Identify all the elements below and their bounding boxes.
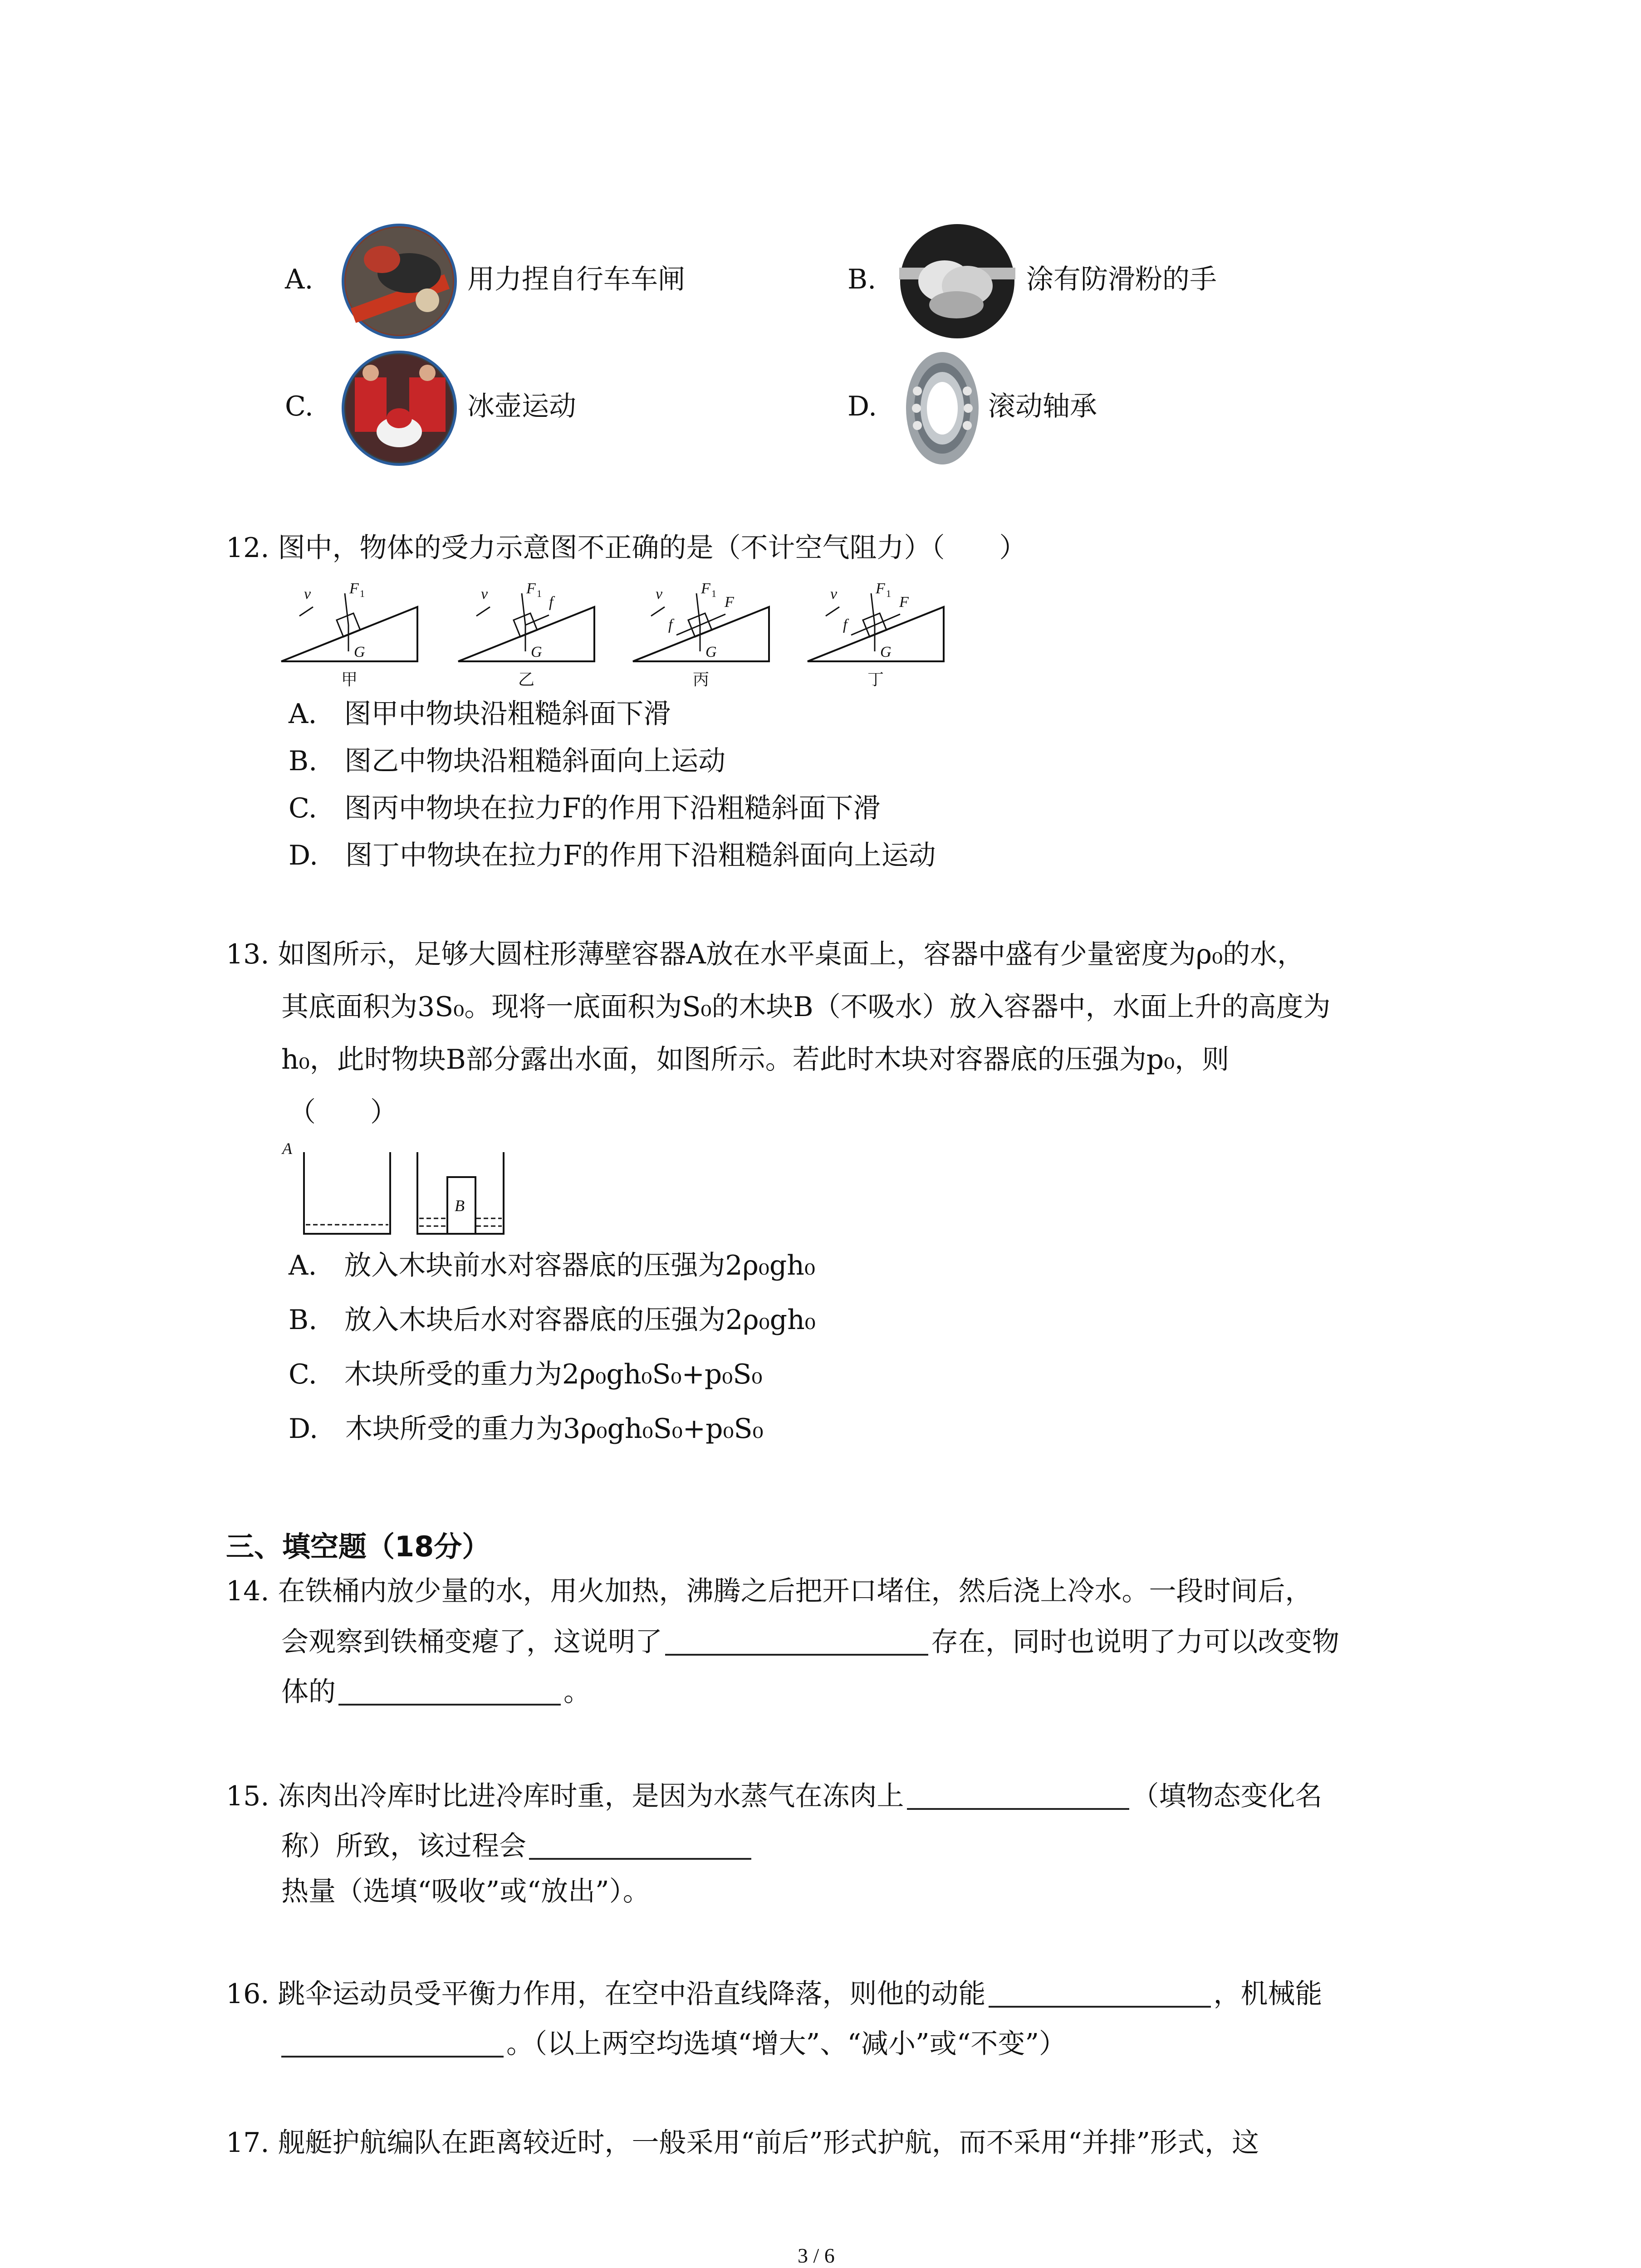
q15-line3: 热量（选填“吸收”或“放出”）。 [281,1876,650,1907]
q13-container-diagram [277,1134,531,1238]
svg-text:G: G [705,644,717,660]
figure-ding [808,580,944,661]
svg-text:1: 1 [886,588,891,599]
q13-option-c: C. 木块所受的重力为2ρ₀gh₀S₀+p₀S₀ [289,1359,763,1390]
q16-blank-1[interactable] [989,1982,1211,2008]
curling-photo-icon [341,350,457,466]
bicycle-brake-photo-icon [341,223,457,339]
q14-blank-1[interactable] [665,1630,928,1656]
figure-jia [281,580,417,661]
svg-text:B: B [455,1197,465,1215]
svg-text:v: v [830,586,838,602]
q15-line2: 称）所致，该过程会 [281,1833,754,1860]
page-number: 3 / 6 [798,2244,835,2267]
ball-bearing-photo-icon [904,350,981,466]
q11-option-a-letter: A. [285,264,314,295]
q12-stem: 12. 图中，物体的受力示意图不正确的是（不计空气阻力）（ ） [226,532,1027,564]
figure-label-bing: 丙 [692,670,710,689]
svg-text:1: 1 [537,588,542,599]
q15-blank-2[interactable] [529,1834,751,1860]
svg-text:F: F [725,594,734,611]
q13-option-d: D. 木块所受的重力为3ρ₀gh₀S₀+p₀S₀ [289,1413,764,1445]
q16-line1: 16. 跳伞运动员受平衡力作用，在空中沿直线降落，则他的动能 ，机械能 [226,1978,1323,2010]
svg-text:G: G [531,644,542,660]
q12-force-diagrams [277,571,966,693]
q15-blank-1[interactable] [907,1784,1129,1810]
svg-text:v: v [304,586,311,602]
q12-option-c: C. 图丙中物块在拉力F的作用下沿粗糙斜面下滑 [289,792,881,824]
figure-label-yi: 乙 [518,670,535,689]
svg-text:F: F [349,580,359,597]
svg-text:F: F [899,594,909,611]
svg-text:f: f [549,594,554,611]
q11-option-d-text: 滚动轴承 [988,391,1097,422]
q14-line2: 会观察到铁桶变瘪了，这说明了 存在，同时也说明了力可以改变物 [281,1626,1339,1658]
q17-line1: 17. 舰艇护航编队在距离较近时，一般采用“前后”形式护航，而不采用“并排”形式，这 [226,2127,1259,2159]
svg-text:G: G [880,644,892,660]
figure-bing [633,580,769,661]
q11-option-a-text: 用力捏自行车车闸 [467,264,685,295]
svg-text:f: f [668,616,673,633]
q12-option-a: A. 图甲中物块沿粗糙斜面下滑 [289,698,671,730]
q12-option-d: D. 图丁中物块在拉力F的作用下沿粗糙斜面向上运动 [289,840,936,871]
svg-text:1: 1 [711,588,716,599]
figure-label-jia: 甲 [341,670,358,689]
q13-answer-paren: （ ） [289,1096,397,1128]
q11-option-b-text: 涂有防滑粉的手 [1026,264,1217,295]
svg-text:1: 1 [360,588,365,599]
figure-label-ding: 丁 [867,670,884,689]
svg-text:F: F [526,580,536,597]
q13-line3: h₀，此时物块B部分露出水面，如图所示。若此时木块对容器底的压强为p₀，则 [281,1044,1230,1075]
svg-text:F: F [701,580,710,597]
q12-option-b: B. 图乙中物块沿粗糙斜面向上运动 [289,745,726,777]
figure-yi [458,580,594,661]
chalked-hands-photo-icon [899,223,1015,339]
section-heading: 三、填空题（18分） [226,1530,490,1563]
q11-option-c-text: 冰壶运动 [467,391,576,422]
svg-text:G: G [354,644,365,660]
q14-line3: 体的 。 [281,1676,591,1708]
svg-text:v: v [656,586,663,602]
q11-option-d-letter: D. [847,391,877,422]
q13-option-b: B. 放入木块后水对容器底的压强为2ρ₀gh₀ [289,1304,816,1336]
q11-option-c-letter: C. [285,391,314,422]
svg-text:A: A [282,1139,292,1158]
q14-line1: 14. 在铁桶内放少量的水，用火加热，沸腾之后把开口堵住，然后浇上冷水。一段时间后， [226,1575,1313,1607]
q15-line1: 15. 冻肉出冷库时比进冷库时重，是因为水蒸气在冻肉上 （填物态变化名 [226,1780,1323,1812]
q11-option-b-letter: B. [847,264,877,295]
svg-text:F: F [876,580,885,597]
q14-blank-2[interactable] [338,1680,561,1706]
q13-option-a: A. 放入木块前水对容器底的压强为2ρ₀gh₀ [289,1250,816,1281]
q16-line2: 。（以上两空均选填“增大”、“减小”或“不变”） [281,2030,1066,2058]
q13-line1: 13. 如图所示，足够大圆柱形薄壁容器A放在水平桌面上，容器中盛有少量密度为ρ₀的水， [226,938,1305,970]
svg-text:v: v [481,586,488,602]
q13-line2: 其底面积为3S₀。现将一底面积为S₀的木块B（不吸水）放入容器中，水面上升的高度为 [281,991,1331,1023]
q16-blank-2[interactable] [281,2032,504,2058]
svg-text:f: f [843,616,847,633]
